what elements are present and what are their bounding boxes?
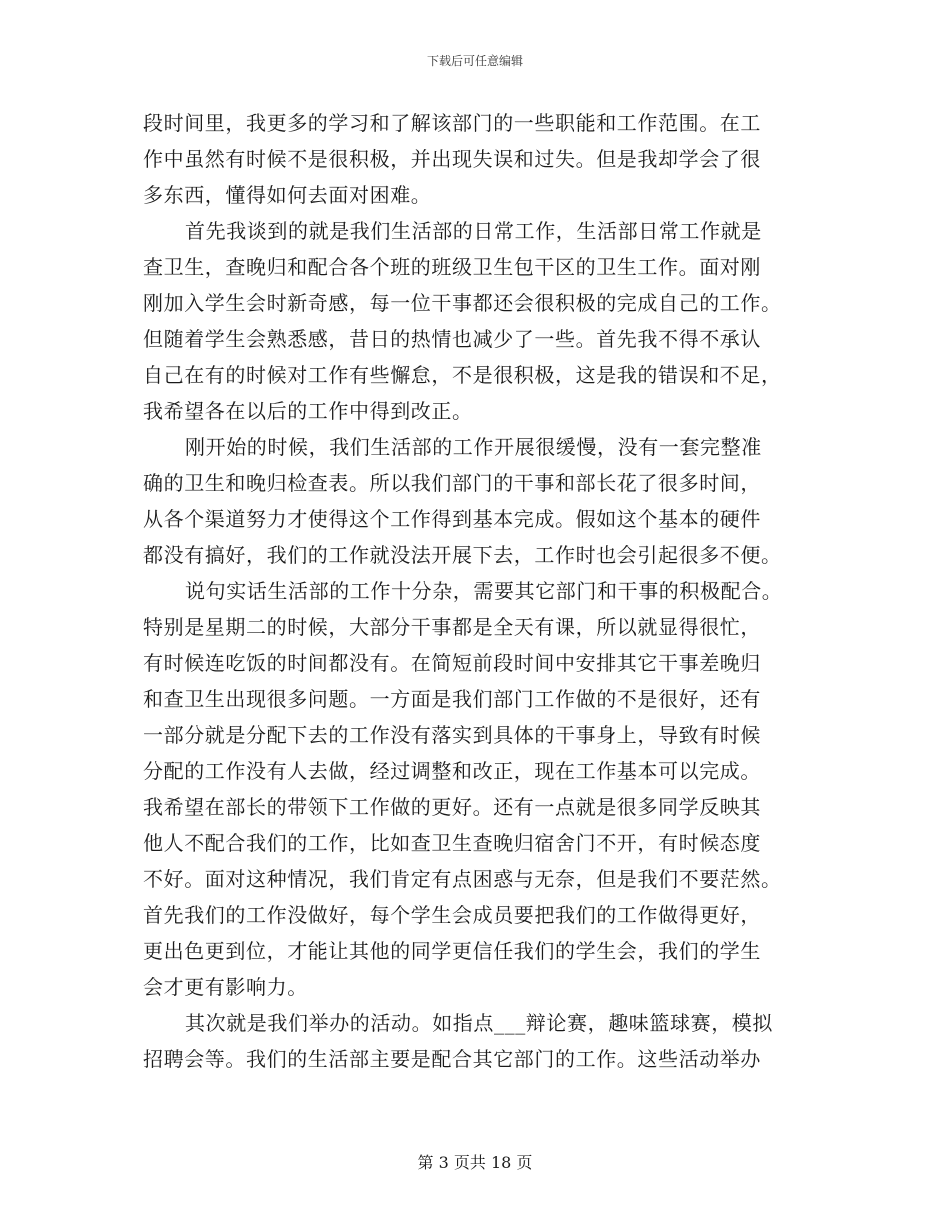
text-line: 刚加入学生会时新奇感，每一位干事都还会很积极的完成自己的工作。 <box>143 291 782 315</box>
paragraph-start-line: 刚开始的时候，我们生活部的工作开展很缓慢，没有一套完整准 <box>185 435 762 459</box>
text-line: 从各个渠道努力才使得这个工作得到基本完成。假如这个基本的硬件 <box>143 507 761 531</box>
text-line: 首先我们的工作没做好，每个学生会成员要把我们的工作做得更好， <box>143 903 761 927</box>
document-body <box>143 105 813 1077</box>
text-line: 他人不配合我们的工作，比如查卫生查晚归宿舍门不开，有时候态度 <box>143 831 761 855</box>
text-line: 作中虽然有时候不是很积极，并出现失误和过失。但是我却学会了很 <box>143 147 761 171</box>
text-line: 查卫生，查晚归和配合各个班的班级卫生包干区的卫生工作。面对刚 <box>143 255 761 279</box>
text-line: 不好。面对这种情况，我们肯定有点困惑与无奈，但是我们不要茫然。 <box>143 867 782 891</box>
text-line: 段时间里，我更多的学习和了解该部门的一些职能和工作范围。在工 <box>143 111 761 135</box>
paragraph-start-line: 其次就是我们举办的活动。如指点___辩论赛，趣味篮球赛，模拟 <box>185 1011 773 1035</box>
text-line: 特别是星期二的时候，大部分干事都是全天有课，所以就显得很忙， <box>143 615 761 639</box>
text-line: 分配的工作没有人去做，经过调整和改正，现在工作基本可以完成。 <box>143 759 761 783</box>
text-line: 一部分就是分配下去的工作没有落实到具体的干事身上，导致有时候 <box>143 723 761 747</box>
text-line: 自己在有的时候对工作有些懈怠，不是很积极，这是我的错误和不足， <box>143 363 782 387</box>
text-line: 都没有搞好，我们的工作就没法开展下去，工作时也会引起很多不便。 <box>143 543 782 567</box>
text-line: 和查卫生出现很多问题。一方面是我们部门工作做的不是很好，还有 <box>143 687 761 711</box>
text-line: 更出色更到位，才能让其他的同学更信任我们的学生会，我们的学生 <box>143 939 761 963</box>
text-line: 会才更有影响力。 <box>143 975 308 999</box>
paragraph-start-line: 说句实话生活部的工作十分杂，需要其它部门和干事的积极配合。 <box>185 579 783 603</box>
text-line: 多东西，懂得如何去面对困难。 <box>143 183 432 207</box>
text-line: 我希望各在以后的工作中得到改正。 <box>143 399 473 423</box>
text-line: 有时候连吃饭的时间都没有。在简短前段时间中安排其它干事差晚归 <box>143 651 761 675</box>
text-line: 招聘会等。我们的生活部主要是配合其它部门的工作。这些活动举办 <box>143 1047 761 1071</box>
paragraph-start-line: 首先我谈到的就是我们生活部的日常工作，生活部日常工作就是 <box>185 219 762 243</box>
page-number-footer: 第 3 页共 18 页 <box>417 1153 533 1172</box>
page-header: 下载后可任意编辑 <box>426 54 523 68</box>
text-line: 但随着学生会熟悉感，昔日的热情也减少了一些。首先我不得不承认 <box>143 327 761 351</box>
text-line: 确的卫生和晚归检查表。所以我们部门的干事和部长花了很多时间， <box>143 471 761 495</box>
text-line: 我希望在部长的带领下工作做的更好。还有一点就是很多同学反映其 <box>143 795 761 819</box>
